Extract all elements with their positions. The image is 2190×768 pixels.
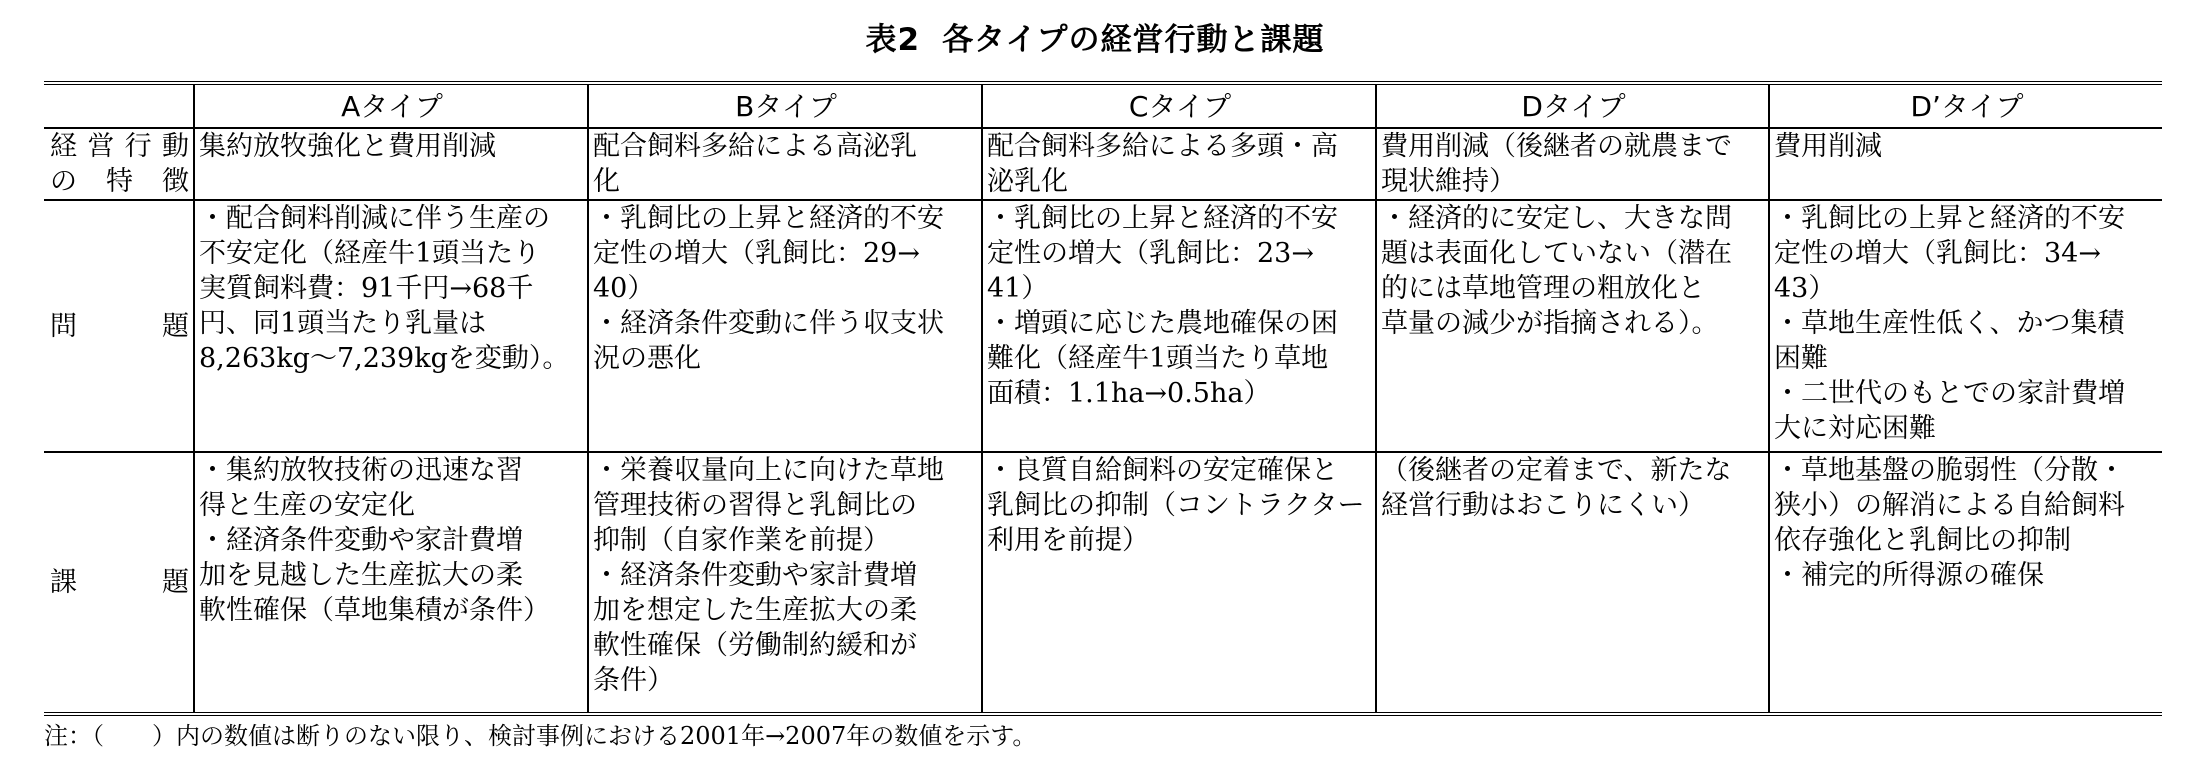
cell-line: 草量の減少が指摘される）。 (1381, 308, 1719, 339)
table-cell (1769, 128, 2162, 200)
cell-line: ・経済条件変動や家計費増 (199, 525, 523, 556)
column-header: Aタイプ (194, 83, 588, 128)
row-header (44, 452, 194, 714)
cell-line: 面積：1.1ha→0.5ha） (987, 378, 1271, 409)
table-header-row (44, 83, 2162, 128)
cell-line: 抑制（自家作業を前提） (593, 525, 890, 556)
cell-line: 化 (593, 166, 620, 197)
table-title-text: 各タイプの経営行動と課題 (942, 22, 1325, 58)
cell-line: 軟性確保（労働制約緩和が (593, 630, 917, 661)
cell-line: ・経済条件変動に伴う収支状 (593, 308, 944, 339)
cell-line: ・乳飼比の上昇と経済的不安 (1774, 203, 2125, 234)
table-cell (194, 452, 588, 714)
table-cell (1769, 200, 2162, 452)
cell-line: ・乳飼比の上昇と経済的不安 (593, 203, 944, 234)
table-cell (1769, 452, 2162, 714)
row-header-line: 課題 (50, 567, 189, 598)
table-cell (982, 200, 1376, 452)
table-row (44, 452, 2162, 714)
cell-line: 経営行動はおこりにくい） (1381, 490, 1705, 521)
table-cell (982, 452, 1376, 714)
table-cell (588, 128, 982, 200)
cell-line: 不安定化（経産牛1頭当たり (199, 238, 541, 269)
table-number: 表2 (865, 22, 921, 58)
cell-line: 大に対応困難 (1774, 413, 1936, 444)
table-row (44, 200, 2162, 452)
cell-line: 難化（経産牛1頭当たり草地 (987, 343, 1329, 374)
table-cell (588, 452, 982, 714)
cell-line: ・経済条件変動や家計費増 (593, 560, 917, 591)
cell-line: ・良質自給飼料の安定確保と (987, 455, 1338, 486)
column-header: Bタイプ (588, 83, 982, 128)
cell-line: 現状維持） (1381, 166, 1516, 197)
cell-line: 円、同1頭当たり乳量は (199, 308, 487, 339)
cell-line: （後継者の定着まで、新たな (1381, 455, 1732, 486)
cell-line: ・二世代のもとでの家計費増 (1774, 378, 2125, 409)
cell-line: 狭小）の解消による自給飼料 (1774, 490, 2125, 521)
cell-line: ・栄養収量向上に向けた草地 (593, 455, 944, 486)
cell-line: 依存強化と乳飼比の抑制 (1774, 525, 2071, 556)
cell-line: 配合飼料多給による多頭・高 (987, 131, 1338, 162)
column-header: D’タイプ (1769, 83, 2162, 128)
cell-line: 費用削減 (1774, 131, 1882, 162)
table-cell (588, 200, 982, 452)
cell-line: 題は表面化していない（潜在 (1381, 238, 1732, 269)
cell-line: ・補完的所得源の確保 (1774, 560, 2044, 591)
column-header: Dタイプ (1376, 83, 1769, 128)
table-cell (982, 128, 1376, 200)
cell-line: 定性の増大（乳飼比：29→ (593, 238, 920, 269)
cell-line: 乳飼比の抑制（コントラクター (987, 490, 1365, 521)
cell-line: 況の悪化 (593, 343, 701, 374)
table-cell (1376, 128, 1769, 200)
cell-line: 40） (593, 273, 655, 304)
table-cell (194, 200, 588, 452)
cell-line: ・草地基盤の脆弱性（分散・ (1774, 455, 2125, 486)
row-header-line: の特徴 (50, 166, 189, 197)
table-cell (1376, 200, 1769, 452)
table-cell (1376, 452, 1769, 714)
cell-line: ・配合飼料削減に伴う生産の (199, 203, 550, 234)
row-header (44, 128, 194, 200)
cell-line: 加を想定した生産拡大の柔 (593, 595, 917, 626)
cell-line: 泌乳化 (987, 166, 1068, 197)
cell-line: ・増頭に応じた農地確保の困 (987, 308, 1338, 339)
row-header (44, 200, 194, 452)
column-header: Cタイプ (982, 83, 1376, 128)
cell-line: 集約放牧強化と費用削減 (199, 131, 496, 162)
cell-line: 困難 (1774, 343, 1828, 374)
cell-line: 的には草地管理の粗放化と (1381, 273, 1705, 304)
table-note: 注：（ ）内の数値は断りのない限り、検討事例における2001年→2007年の数値を示す。 (44, 722, 1037, 750)
cell-line: 41） (987, 273, 1049, 304)
table-row (44, 128, 2162, 200)
behavior-issues-table (44, 81, 2162, 716)
cell-line: ・経済的に安定し、大きな問 (1381, 203, 1732, 234)
row-header-line: 経営行動 (50, 131, 189, 162)
cell-line: 費用削減（後継者の就農まで (1381, 131, 1732, 162)
cell-line: ・乳飼比の上昇と経済的不安 (987, 203, 1338, 234)
header-corner (44, 83, 194, 128)
cell-line: 得と生産の安定化 (199, 490, 415, 521)
table-cell (194, 128, 588, 200)
table-title (0, 14, 2190, 59)
cell-line: 配合飼料多給による高泌乳 (593, 131, 917, 162)
cell-line: ・集約放牧技術の迅速な習 (199, 455, 523, 486)
cell-line: 定性の増大（乳飼比：34→ (1774, 238, 2101, 269)
cell-line: 43） (1774, 273, 1836, 304)
cell-line: ・草地生産性低く、かつ集積 (1774, 308, 2125, 339)
cell-line: 実質飼料費：91千円→68千 (199, 273, 534, 304)
cell-line: 軟性確保（草地集積が条件） (199, 595, 550, 626)
cell-line: 加を見越した生産拡大の柔 (199, 560, 523, 591)
cell-line: 8,263kg～7,239kgを変動）。 (199, 343, 570, 374)
cell-line: 条件） (593, 665, 674, 696)
row-header-line: 問題 (50, 310, 189, 342)
cell-line: 管理技術の習得と乳飼比の (593, 490, 917, 521)
cell-line: 利用を前提） (987, 525, 1149, 556)
cell-line: 定性の増大（乳飼比：23→ (987, 238, 1314, 269)
